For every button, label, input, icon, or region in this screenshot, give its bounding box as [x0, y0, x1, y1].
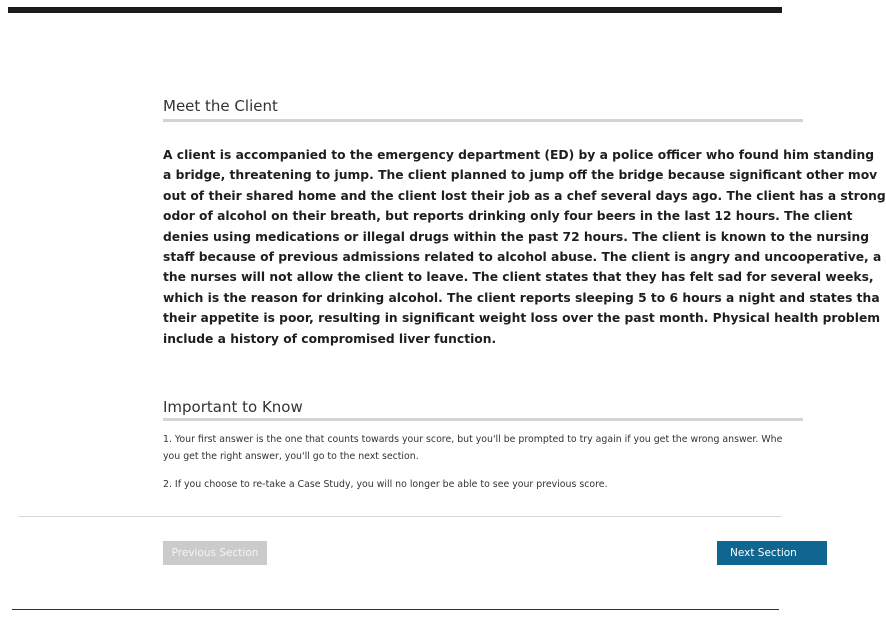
retake-note — [163, 476, 803, 493]
meet-the-client-divider — [163, 119, 803, 122]
client-scenario-text — [163, 145, 886, 349]
scoring-note-line: you get the right answer, you'll go to the next section. — [163, 451, 419, 462]
scenario-line: a bridge, threatening to jump. The client planned to jump off the bridge because significant other mov — [163, 168, 878, 183]
top-header-bar — [8, 7, 782, 13]
scoring-note — [163, 431, 803, 465]
meet-the-client-heading: Meet the Client — [163, 97, 278, 115]
scenario-line: odor of alcohol on their breath, but reports drinking only four beers in the last 12 hours. The client — [163, 209, 853, 224]
scoring-note-line: 1. Your first answer is the one that counts towards your score, but you'll be prompted to try again if you get the wrong answer. Whe — [163, 434, 783, 445]
scenario-line: the nurses will not allow the client to leave. The client states that they has felt sad for several weeks, — [163, 270, 874, 285]
scenario-line: which is the reason for drinking alcohol. The client reports sleeping 5 to 6 hours a night and states tha — [163, 290, 880, 305]
important-to-know-divider — [163, 418, 803, 421]
previous-section-button[interactable]: Previous Section — [163, 541, 267, 565]
footer-divider — [18, 516, 782, 517]
scenario-line: A client is accompanied to the emergency department (ED) by a police officer who found him standing — [163, 148, 875, 162]
scenario-line: denies using medications or illegal drugs within the past 72 hours. The client is known to the nursing — [163, 229, 870, 244]
scenario-line: out of their shared home and the client lost their job as a chef several days ago. The client has a strong — [163, 188, 886, 203]
important-to-know-heading: Important to Know — [163, 398, 303, 416]
scenario-line: their appetite is poor, resulting in significant weight loss over the past month. Physical health problem — [163, 311, 881, 326]
bottom-divider — [12, 609, 779, 610]
retake-note-line: 2. If you choose to re-take a Case Study, you will no longer be able to see your previous score. — [163, 479, 608, 490]
next-section-button[interactable]: Next Section — [717, 541, 827, 565]
scenario-line: staff because of previous admissions related to alcohol abuse. The client is angry and uncooperative, a — [163, 250, 882, 265]
scenario-line: include a history of compromised liver function. — [163, 331, 497, 346]
